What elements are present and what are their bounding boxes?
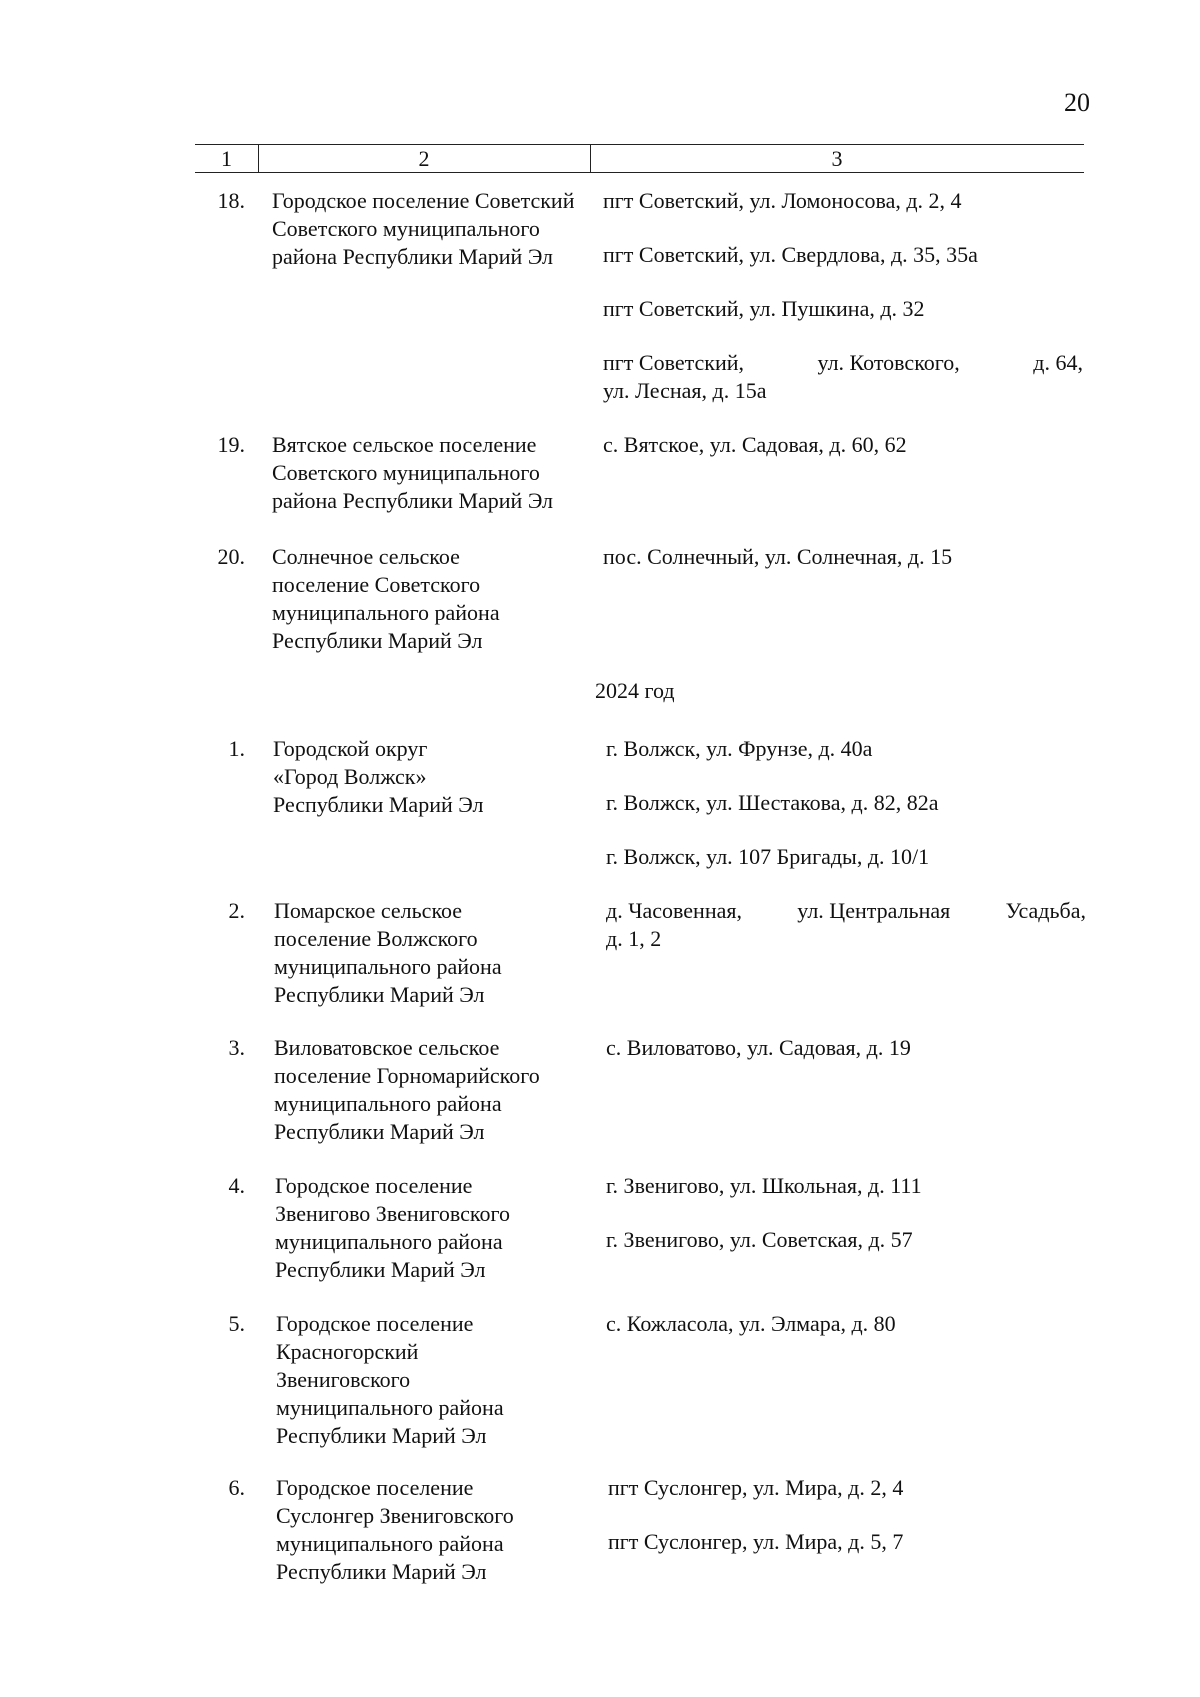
address-line: пгт Советский, ул. Пушкина, д. 32 <box>603 296 925 321</box>
address-list <box>603 431 1083 459</box>
row-number: 6. <box>228 1475 245 1500</box>
settlement-name: Городское поселение Советский Советского муниципального района Республики Марий Эл <box>272 188 575 269</box>
address-line: д. 1, 2 <box>606 926 662 951</box>
row-number: 1. <box>228 736 245 761</box>
address-part: д. 64, <box>1033 350 1083 375</box>
settlement-name: Помарское сельское поселение Волжского муниципального района Республики Марий Эл <box>274 898 502 1007</box>
settlement-name: Виловатовское сельское поселение Горномарийского муниципального района Республики Марий Эл <box>274 1035 540 1144</box>
table-header <box>195 144 1084 173</box>
address-list <box>606 897 1086 953</box>
address-part: пгт Советский, <box>603 350 744 375</box>
address-list <box>603 187 1083 405</box>
name-line: Республики Марий Эл <box>273 792 484 817</box>
address-list <box>606 1172 1086 1254</box>
address-line: пгт Советский, ул. Свердлова, д. 35, 35а <box>603 242 978 267</box>
address-line: г. Волжск, ул. Фрунзе, д. 40а <box>606 736 873 761</box>
address-part: д. Часовенная, <box>606 898 742 923</box>
address-list <box>603 543 1083 571</box>
address-line: пгт Суслонгер, ул. Мира, д. 2, 4 <box>608 1475 904 1500</box>
header-col-1: 1 <box>195 145 259 172</box>
header-col-3: 3 <box>831 146 843 171</box>
settlement-name <box>276 1310 596 1450</box>
address-line: пгт Суслонгер, ул. Мира, д. 5, 7 <box>608 1529 904 1554</box>
row-number: 2. <box>228 898 245 923</box>
address-list <box>606 1310 1086 1338</box>
row-number: 19. <box>217 432 245 457</box>
address-part: Усадьба, <box>1005 898 1086 923</box>
address-line: с. Виловатово, ул. Садовая, д. 19 <box>606 1035 911 1060</box>
name-line: Звениговского <box>276 1367 411 1392</box>
header-col-2: 2 <box>258 145 591 172</box>
settlement-name: Городское поселение Звенигово Звениговского муниципального района Республики Марий Эл <box>275 1173 510 1282</box>
page-number: 20 <box>1064 88 1090 117</box>
name-line: «Город Волжск» <box>273 764 427 789</box>
address-part: ул. Центральная <box>797 898 951 923</box>
name-line: Красногорский <box>276 1339 419 1364</box>
address-line: с. Кожласола, ул. Элмара, д. 80 <box>606 1311 896 1336</box>
settlement-name <box>273 735 593 819</box>
address-list <box>606 735 1086 871</box>
address-list <box>606 1034 1086 1062</box>
row-number: 20. <box>217 544 245 569</box>
address-line: г. Звенигово, ул. Школьная, д. 111 <box>606 1173 922 1198</box>
settlement-name: Вятское сельское поселение Советского муниципального района Республики Марий Эл <box>272 432 554 513</box>
address-line: пгт Советский, ул. Ломоносова, д. 2, 4 <box>603 188 962 213</box>
address-line <box>606 897 1086 925</box>
name-line: Городское поселение <box>276 1311 474 1336</box>
row-number: 4. <box>228 1173 245 1198</box>
address-line: г. Волжск, ул. Шестакова, д. 82, 82а <box>606 790 939 815</box>
address-line: г. Волжск, ул. 107 Бригады, д. 10/1 <box>606 844 930 869</box>
row-number: 3. <box>228 1035 245 1060</box>
settlement-name: Солнечное сельское поселение Советского муниципального района Республики Марий Эл <box>272 544 500 653</box>
address-line: с. Вятское, ул. Садовая, д. 60, 62 <box>603 432 907 457</box>
settlement-name: Городское поселение Суслонгер Звениговского муниципального района Республики Марий Эл <box>276 1475 514 1584</box>
address-line: г. Звенигово, ул. Советская, д. 57 <box>606 1227 913 1252</box>
address-part: ул. Котовского, <box>817 350 960 375</box>
address-line: пос. Солнечный, ул. Солнечная, д. 15 <box>603 544 953 569</box>
name-line: муниципального района <box>276 1395 504 1420</box>
row-number: 5. <box>228 1311 245 1336</box>
address-list <box>608 1474 1088 1556</box>
address-line: ул. Лесная, д. 15а <box>603 378 767 403</box>
address-line <box>603 349 1083 377</box>
name-line: Городской округ <box>273 736 428 761</box>
row-number: 18. <box>217 188 245 213</box>
name-line: Республики Марий Эл <box>276 1423 487 1448</box>
year-heading: 2024 год <box>595 678 675 703</box>
